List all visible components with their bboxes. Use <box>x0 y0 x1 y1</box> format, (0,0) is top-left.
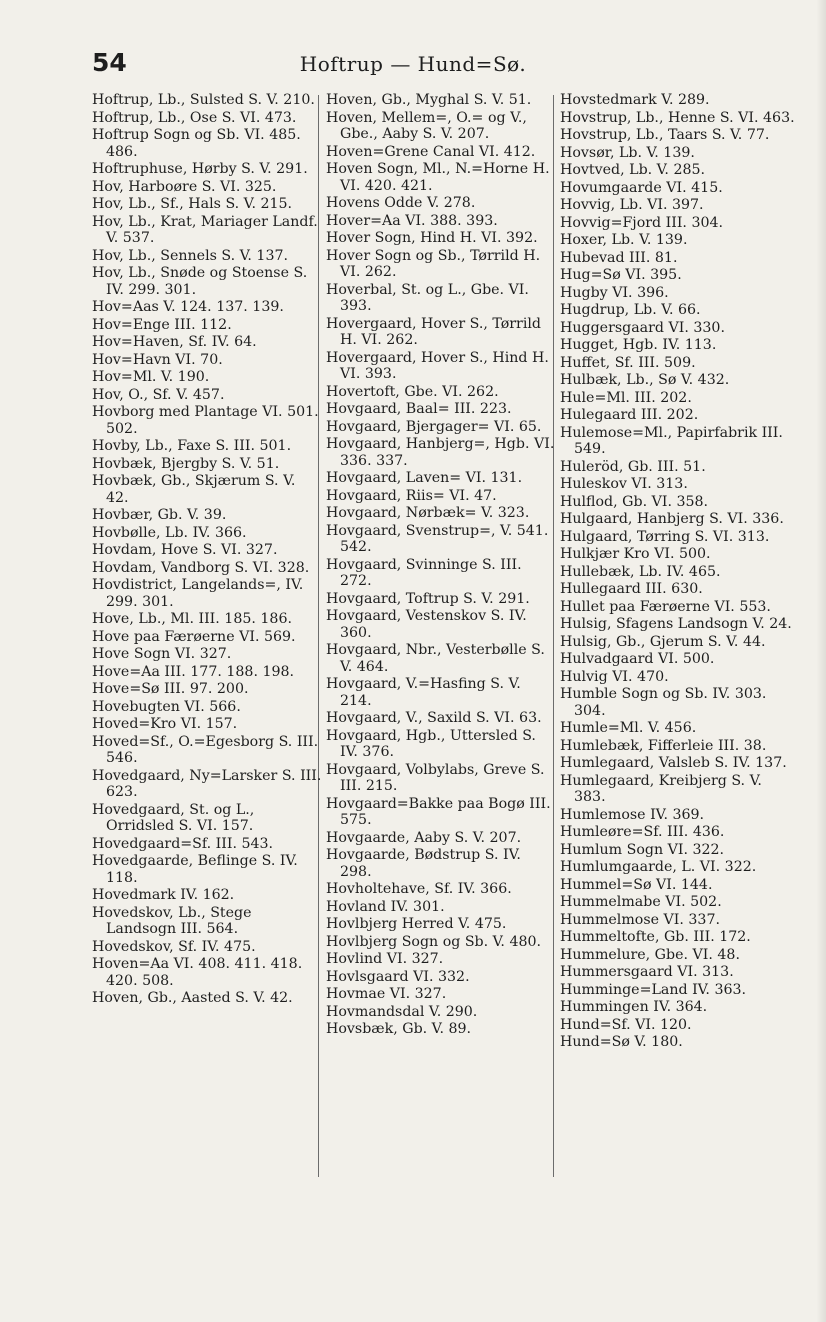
index-entry: Hove paa Færøerne VI. 569. <box>92 628 296 645</box>
page-edge-shadow <box>816 0 826 1322</box>
index-entry: Huffet, Sf. III. 509. <box>560 354 696 371</box>
index-entry: Hoftruphuse, Hørby S. V. 291. <box>92 161 308 177</box>
index-entry: Hulbæk, Lb., Sø V. 432. <box>560 372 730 388</box>
index-entry: Hovedgaard, Ny=Larsker S. III. 623. <box>92 767 322 800</box>
index-entry: Hovedgaarde, Beflinge S. IV. 118. <box>92 853 298 886</box>
index-entry: Hummelmabe VI. 502. <box>560 894 722 910</box>
index-entry: Hulkjær Kro VI. 500. <box>560 546 711 562</box>
index-entry: Hovstedmark V. 289. <box>560 92 710 108</box>
index-entry: Hovgaard, Volbylabs, Greve S. III. 215. <box>326 761 545 794</box>
index-entry: Humlumgaarde, L. VI. 322. <box>560 859 757 875</box>
index-entry: Hovland IV. 301. <box>326 898 445 915</box>
index-entry: Hovsbæk, Gb. V. 89. <box>326 1021 472 1037</box>
index-entry: Hovedgaard=Sf. III. 543. <box>92 835 274 852</box>
index-entry: Hulvig VI. 470. <box>560 668 669 685</box>
index-entry: Hov, Harboøre S. VI. 325. <box>92 178 277 195</box>
index-entry: Huleröd, Gb. III. 51. <box>560 458 706 475</box>
index-entry: Hovgaarde, Aaby S. V. 207. <box>326 829 522 846</box>
index-entry: Hov, Lb., Sf., Hals S. V. 215. <box>92 196 293 212</box>
index-entry: Hovtved, Lb. V. 285. <box>560 162 706 178</box>
index-entry: Hubevad III. 81. <box>560 249 678 266</box>
index-entry: Hovedskov, Lb., Stege Landsogn III. 564. <box>92 904 252 937</box>
index-entry: Hoved=Sf., O.=Egesborg S. III. 546. <box>92 733 319 766</box>
index-entry: Humble Sogn og Sb. IV. 303. 304. <box>560 686 767 719</box>
index-entry: Hovgaard, Svinninge S. III. 272. <box>326 556 522 589</box>
index-entry: Humle=Ml. V. 456. <box>560 720 697 736</box>
index-entry: Hoven, Mellem=, O.= og V., Gbe., Aaby S. V. 207. <box>326 109 527 142</box>
index-entry: Hovergaard, Hover S., Tørrild H. VI. 262. <box>326 315 541 348</box>
index-entry: Hoved=Kro VI. 157. <box>92 716 238 732</box>
index-entry: Hovdam, Hove S. VI. 327. <box>92 542 278 558</box>
index-entry: Hov=Haven, Sf. IV. 64. <box>92 334 257 350</box>
index-entry: Hovborg med Plantage VI. 501. 502. <box>92 404 319 437</box>
index-entry: Hund=Sf. VI. 120. <box>560 1016 692 1033</box>
index-entry: Humleøre=Sf. III. 436. <box>560 824 725 840</box>
index-entry: Hullebæk, Lb. IV. 465. <box>560 563 721 580</box>
index-entry: Hov=Ml. V. 190. <box>92 369 210 385</box>
index-entry: Hugdrup, Lb. V. 66. <box>560 302 701 318</box>
index-entry: Hovdam, Vandborg S. VI. 328. <box>92 559 310 576</box>
index-entry: Hulgaard, Tørring S. VI. 313. <box>560 528 770 545</box>
index-entry: Hovsør, Lb. V. 139. <box>560 144 695 161</box>
index-column-1 <box>92 92 322 1008</box>
index-entry: Hovdistrict, Langelands=, IV. 299. 301. <box>92 577 304 610</box>
index-entry: Hovgaard, Laven= VI. 131. <box>326 470 523 486</box>
index-entry: Hoven, Gb., Aasted S. V. 42. <box>92 990 293 1006</box>
index-entry: Hummeltofte, Gb. III. 172. <box>560 929 751 945</box>
index-entry: Hov, Lb., Snøde og Stoense S. IV. 299. 301. <box>92 265 308 298</box>
index-entry: Hovby, Lb., Faxe S. III. 501. <box>92 438 292 454</box>
index-entry: Hovbæk, Bjergby S. V. 51. <box>92 455 280 472</box>
index-entry: Hulsig, Sfagens Landsogn V. 24. <box>560 616 792 632</box>
index-entry: Hovbølle, Lb. IV. 366. <box>92 524 247 541</box>
index-entry: Hovedskov, Sf. IV. 475. <box>92 938 256 955</box>
index-entry: Hummersgaard VI. 313. <box>560 964 734 980</box>
index-entry: Hund=Sø V. 180. <box>560 1034 683 1050</box>
index-entry: Hovvig, Lb. VI. 397. <box>560 197 704 213</box>
index-entry: Hulegaard III. 202. <box>560 407 699 423</box>
index-entry: Hulflod, Gb. VI. 358. <box>560 493 709 510</box>
index-entry: Hulvadgaard VI. 500. <box>560 651 715 667</box>
index-entry: Hov, Lb., Krat, Mariager Landf. V. 537. <box>92 213 318 246</box>
index-entry: Hovvig=Fjord III. 304. <box>560 214 724 231</box>
index-entry: Hovbær, Gb. V. 39. <box>92 507 227 523</box>
index-column-2 <box>326 92 556 1039</box>
index-entry: Hovbæk, Gb., Skjærum S. V. 42. <box>92 473 296 506</box>
index-entry: Hoftrup, Lb., Ose S. VI. 473. <box>92 109 297 126</box>
index-entry: Hovens Odde V. 278. <box>326 195 476 211</box>
index-entry: Hoven Sogn, Ml., N.=Horne H. VI. 420. 421. <box>326 161 550 194</box>
index-column-3 <box>560 92 796 1052</box>
index-entry: Hummelmose VI. 337. <box>560 911 720 928</box>
index-entry: Hovertoft, Gbe. VI. 262. <box>326 383 499 400</box>
index-entry: Hov=Aas V. 124. 137. 139. <box>92 299 284 315</box>
index-entry: Hover Sogn, Hind H. VI. 392. <box>326 230 538 246</box>
index-entry: Hovgaard, Hgb., Uttersled S. IV. 376. <box>326 727 536 760</box>
index-entry: Hoven=Grene Canal VI. 412. <box>326 143 536 160</box>
index-entry: Hover=Aa VI. 388. 393. <box>326 212 498 229</box>
index-entry: Hovgaarde, Bødstrup S. IV. 298. <box>326 847 521 880</box>
index-entry: Hovedgaard, St. og L., Orridsled S. VI. 157. <box>92 801 255 834</box>
index-entry: Hovedmark IV. 162. <box>92 887 235 903</box>
index-entry: Hover Sogn og Sb., Tørrild H. VI. 262. <box>326 247 541 280</box>
index-entry: Hovmae VI. 327. <box>326 986 447 1002</box>
page-number: 54 <box>92 48 127 77</box>
index-entry: Humminge=Land IV. 363. <box>560 981 747 998</box>
index-entry: Humlegaard, Valsleb S. IV. 137. <box>560 755 787 771</box>
index-entry: Hove=Aa III. 177. 188. 198. <box>92 663 295 680</box>
index-entry: Huleskov VI. 313. <box>560 476 688 492</box>
index-entry: Hovlsgaard VI. 332. <box>326 968 470 985</box>
index-entry: Hovgaard, Bjergager= VI. 65. <box>326 418 542 435</box>
index-entry: Hovmandsdal V. 290. <box>326 1003 478 1020</box>
index-entry: Humlegaard, Kreibjerg S. V. 383. <box>560 772 762 805</box>
index-entry: Hovholtehave, Sf. IV. 366. <box>326 881 512 897</box>
index-entry: Hoftrup Sogn og Sb. VI. 485. 486. <box>92 127 301 160</box>
index-entry: Hug=Sø VI. 395. <box>560 267 682 283</box>
index-entry: Humlebæk, Fifferleie III. 38. <box>560 737 767 754</box>
index-entry: Hov, Lb., Sennels S. V. 137. <box>92 247 289 264</box>
index-entry: Hovgaard, V., Saxild S. VI. 63. <box>326 710 542 726</box>
index-entry: Hoftrup, Lb., Sulsted S. V. 210. <box>92 92 315 108</box>
index-entry: Hugget, Hgb. IV. 113. <box>560 337 717 353</box>
index-entry: Hovgaard, Baal= III. 223. <box>326 401 512 417</box>
index-entry: Hullet paa Færøerne VI. 553. <box>560 598 771 615</box>
index-entry: Humlemose IV. 369. <box>560 806 705 823</box>
index-entry: Hoven=Aa VI. 408. 411. 418. 420. 508. <box>92 956 303 989</box>
index-entry: Hovgaard, Riis= VI. 47. <box>326 487 497 504</box>
index-entry: Hovebugten VI. 566. <box>92 698 241 715</box>
index-entry: Hovlind VI. 327. <box>326 951 444 967</box>
index-entry: Humlum Sogn VI. 322. <box>560 841 725 858</box>
index-entry: Hummel=Sø VI. 144. <box>560 876 713 893</box>
index-entry: Hovgaard, V.=Hasfing S. V. 214. <box>326 676 521 709</box>
index-entry: Hoxer, Lb. V. 139. <box>560 232 688 248</box>
index-entry: Hovlbjerg Herred V. 475. <box>326 916 507 932</box>
index-entry: Hulemose=Ml., Papirfabrik III. 549. <box>560 424 783 457</box>
index-entry: Hulsig, Gb., Gjerum S. V. 44. <box>560 633 766 650</box>
index-entry: Hoverbal, St. og L., Gbe. VI. 393. <box>326 281 529 314</box>
index-entry: Hovgaard, Nørbæk= V. 323. <box>326 505 530 521</box>
index-entry: Hovstrup, Lb., Henne S. VI. 463. <box>560 109 795 126</box>
index-entry: Hovlbjerg Sogn og Sb. V. 480. <box>326 933 542 950</box>
index-entry: Hummelure, Gbe. VI. 48. <box>560 946 740 963</box>
page-header <box>0 42 826 82</box>
index-entry: Hovstrup, Lb., Taars S. V. 77. <box>560 127 770 143</box>
index-entry: Hovgaard, Hanbjerg=, Hgb. VI. 336. 337. <box>326 436 555 469</box>
index-entry: Huggersgaard VI. 330. <box>560 319 725 336</box>
index-entry: Hov, O., Sf. V. 457. <box>92 386 225 403</box>
index-entry: Hule=Ml. III. 202. <box>560 389 692 406</box>
index-entry: Hovgaard=Bakke paa Bogø III. 575. <box>326 795 551 828</box>
index-entry: Hoven, Gb., Myghal S. V. 51. <box>326 92 532 108</box>
index-entry: Hove Sogn VI. 327. <box>92 646 232 662</box>
index-entry: Hovgaard, Svenstrup=, V. 541. 542. <box>326 522 549 555</box>
index-entry: Hove=Sø III. 97. 200. <box>92 681 249 697</box>
index-entry: Hugby VI. 396. <box>560 284 669 301</box>
index-entry: Hovgaard, Nbr., Vesterbølle S. V. 464. <box>326 642 545 675</box>
index-entry: Hov=Enge III. 112. <box>92 316 232 333</box>
index-entry: Hovergaard, Hover S., Hind H. VI. 393. <box>326 349 549 382</box>
index-entry: Hovumgaarde VI. 415. <box>560 179 723 196</box>
running-title: Hoftrup — Hund=Sø. <box>299 52 527 76</box>
index-entry: Hov=Havn VI. 70. <box>92 351 223 368</box>
index-entry: Hullegaard III. 630. <box>560 581 703 597</box>
index-entry: Hulgaard, Hanbjerg S. VI. 336. <box>560 511 784 527</box>
index-entry: Hummingen IV. 364. <box>560 999 708 1015</box>
index-entry: Hove, Lb., Ml. III. 185. 186. <box>92 611 292 627</box>
index-entry: Hovgaard, Toftrup S. V. 291. <box>326 590 530 607</box>
index-entry: Hovgaard, Vestenskov S. IV. 360. <box>326 608 527 641</box>
